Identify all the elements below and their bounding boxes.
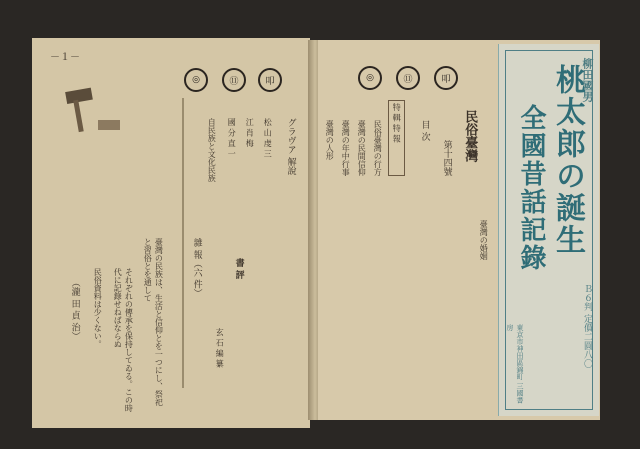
contents-label: 目 次 — [419, 120, 430, 141]
toc-entry-2: 臺灣の民間信仰 — [357, 120, 367, 176]
seal-icon-6: 叩 — [434, 66, 458, 90]
seal-icon-5: ⑪ — [396, 66, 420, 90]
body-text-3: 民俗資料は少くない。 — [93, 268, 103, 348]
author-tail: （瀧 田 貞 治） — [69, 278, 80, 341]
toc-line-3: 國 分 直 一 — [227, 118, 237, 158]
tool-illustration — [58, 86, 128, 146]
body-text-block: 臺灣の民族は、生活と信仰とを一つにし、祭祀と習俗とを通して — [143, 238, 164, 406]
seal-icon-3: 叩 — [258, 68, 282, 92]
advert-bookmark — [498, 44, 599, 416]
advert-footer: 東京市神田區錦町 三國書房 — [506, 324, 524, 404]
seal-icon-4: ◎ — [358, 66, 382, 90]
special-label: 特 輯 特 報 — [388, 100, 405, 176]
page-number: －１－ — [50, 52, 80, 63]
advert-price: Ｂ６判 定價二圓八〇 — [582, 284, 592, 368]
toc-line-2: 江 肖 梅 — [245, 118, 255, 148]
left-page — [32, 38, 310, 428]
section-misc: 雜 報（六 件） — [191, 238, 202, 298]
section-editor: 玄 石 編 纂 — [215, 328, 225, 368]
section-gravure: グラヴア 解說 — [285, 118, 296, 175]
issue-number: 第十四號 — [441, 140, 452, 176]
advert-author: 柳田國男 — [581, 58, 594, 102]
toc-line-1: 松 山 虔 三 — [263, 118, 273, 158]
toc-entry-1: 民俗臺灣の行方 — [373, 120, 383, 176]
toc-entry-4: 臺灣の人形 — [325, 120, 335, 160]
section-review: 書 評 — [233, 258, 244, 280]
toc-entry-5: 臺灣の婚姻 — [479, 220, 489, 260]
advert-subtitle: 全國昔話記錄 — [516, 104, 546, 272]
advert-title: 桃太郎の誕生 — [550, 64, 585, 256]
seal-icon-2: ⑪ — [222, 68, 246, 92]
toc-entry-3: 臺灣の年中行事 — [341, 120, 351, 176]
toc-line-4: 自民族と文化民族 — [207, 118, 217, 182]
magazine-title: 民俗臺灣 — [462, 110, 478, 162]
fold-line — [182, 98, 184, 388]
seal-icon-1: ◎ — [184, 68, 208, 92]
body-text-2: それぞれの傳承を保持してゐる。この時代に記錄せねばならぬ — [113, 268, 134, 412]
